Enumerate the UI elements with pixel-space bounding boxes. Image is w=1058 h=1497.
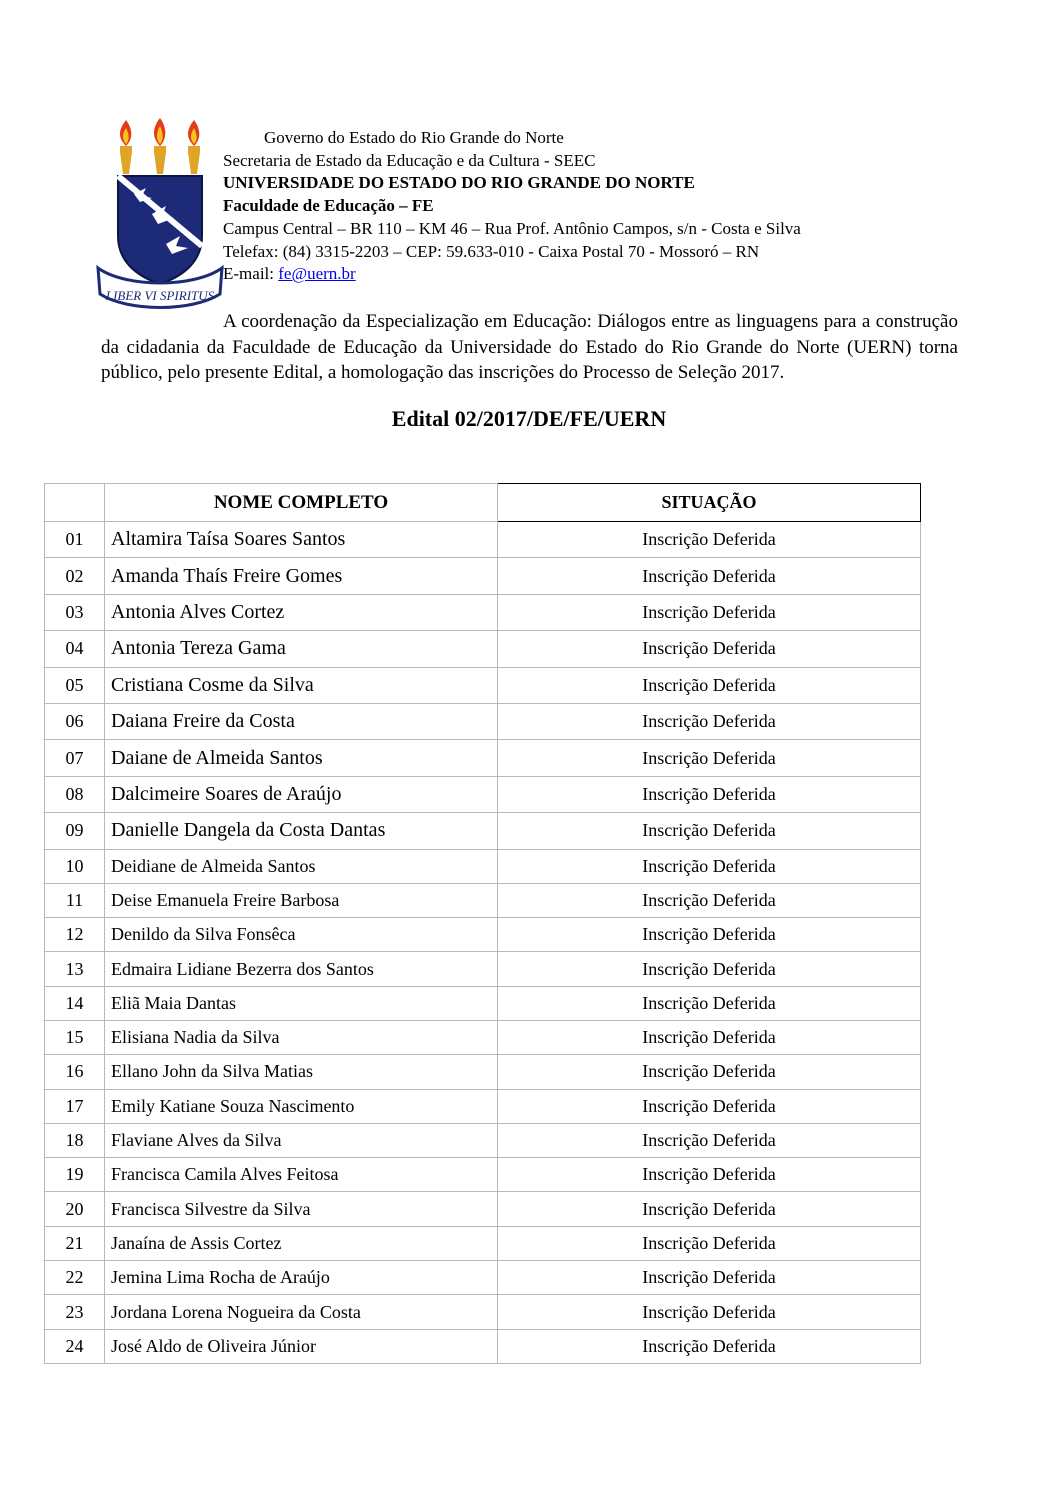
intro-paragraph: A coordenação da Especialização em Educação: Diálogos entre as linguagens para a construção da cidadania da Faculdade de Educação da Universidade do Estado do Rio Grande do Norte (UERN) torna público, pelo presente Edital, a homologação das inscrições do Processo de Seleção 2017. [101, 311, 958, 383]
table-row [45, 849, 921, 883]
torch-icon [120, 120, 132, 174]
row-number: 05 [45, 667, 105, 703]
row-status: Inscrição Deferida [498, 1295, 921, 1329]
row-name: Antonia Tereza Gama [105, 631, 498, 667]
row-name: Jordana Lorena Nogueira da Costa [105, 1295, 498, 1329]
row-status: Inscrição Deferida [498, 813, 921, 849]
table-row [45, 776, 921, 812]
row-number: 07 [45, 740, 105, 776]
row-name: Dalcimeire Soares de Araújo [105, 776, 498, 812]
row-number: 24 [45, 1329, 105, 1363]
row-number: 17 [45, 1089, 105, 1123]
table-row [45, 740, 921, 776]
header-status: SITUAÇÃO [498, 484, 921, 522]
row-name: Cristiana Cosme da Silva [105, 667, 498, 703]
row-name: Deise Emanuela Freire Barbosa [105, 883, 498, 917]
row-number: 22 [45, 1261, 105, 1295]
row-number: 20 [45, 1192, 105, 1226]
enrollment-table [44, 483, 921, 1364]
row-name: José Aldo de Oliveira Júnior [105, 1329, 498, 1363]
table-row [45, 1226, 921, 1260]
row-status: Inscrição Deferida [498, 986, 921, 1020]
row-status: Inscrição Deferida [498, 1261, 921, 1295]
table-row [45, 952, 921, 986]
row-number: 14 [45, 986, 105, 1020]
row-status: Inscrição Deferida [498, 740, 921, 776]
row-status: Inscrição Deferida [498, 1123, 921, 1157]
shield-icon [118, 176, 202, 284]
row-name: Deidiane de Almeida Santos [105, 849, 498, 883]
row-number: 19 [45, 1158, 105, 1192]
row-name: Jemina Lima Rocha de Araújo [105, 1261, 498, 1295]
row-name: Elisiana Nadia da Silva [105, 1021, 498, 1055]
row-status: Inscrição Deferida [498, 1021, 921, 1055]
row-status: Inscrição Deferida [498, 776, 921, 812]
table-row [45, 918, 921, 952]
table-row [45, 1089, 921, 1123]
row-number: 21 [45, 1226, 105, 1260]
row-number: 18 [45, 1123, 105, 1157]
row-name: Edmaira Lidiane Bezerra dos Santos [105, 952, 498, 986]
table-row [45, 1329, 921, 1363]
row-status: Inscrição Deferida [498, 1192, 921, 1226]
motto-text: LIBER VI SPIRITUS [105, 288, 215, 303]
table-row [45, 1123, 921, 1157]
header-email-line [223, 263, 801, 286]
university-emblem-logo [96, 116, 224, 316]
row-number: 03 [45, 594, 105, 630]
header-university: UNIVERSIDADE DO ESTADO DO RIO GRANDE DO NORTE [223, 173, 695, 193]
row-number: 11 [45, 883, 105, 917]
row-name: Flaviane Alves da Silva [105, 1123, 498, 1157]
table-row [45, 1055, 921, 1089]
row-name: Francisca Silvestre da Silva [105, 1192, 498, 1226]
torch-icon [188, 120, 200, 174]
table-row [45, 1158, 921, 1192]
row-status: Inscrição Deferida [498, 1055, 921, 1089]
row-name: Altamira Taísa Soares Santos [105, 522, 498, 558]
row-name: Francisca Camila Alves Feitosa [105, 1158, 498, 1192]
table-row [45, 1021, 921, 1055]
row-status: Inscrição Deferida [498, 849, 921, 883]
row-name: Daiane de Almeida Santos [105, 740, 498, 776]
header-number [45, 484, 105, 522]
row-name: Denildo da Silva Fonsêca [105, 918, 498, 952]
row-number: 23 [45, 1295, 105, 1329]
row-status: Inscrição Deferida [498, 883, 921, 917]
row-status: Inscrição Deferida [498, 558, 921, 594]
row-status: Inscrição Deferida [498, 1089, 921, 1123]
header-faculty: Faculdade de Educação – FE [223, 196, 434, 216]
table-row [45, 558, 921, 594]
row-status: Inscrição Deferida [498, 1158, 921, 1192]
row-name: Danielle Dangela da Costa Dantas [105, 813, 498, 849]
row-number: 12 [45, 918, 105, 952]
row-status: Inscrição Deferida [498, 918, 921, 952]
row-status: Inscrição Deferida [498, 703, 921, 739]
row-number: 04 [45, 631, 105, 667]
row-status: Inscrição Deferida [498, 594, 921, 630]
row-name: Daiana Freire da Costa [105, 703, 498, 739]
table-header-row [45, 484, 921, 522]
row-number: 01 [45, 522, 105, 558]
edital-title: Edital 02/2017/DE/FE/UERN [391, 406, 667, 431]
row-number: 06 [45, 703, 105, 739]
row-name: Eliã Maia Dantas [105, 986, 498, 1020]
row-name: Antonia Alves Cortez [105, 594, 498, 630]
row-status: Inscrição Deferida [498, 631, 921, 667]
row-number: 16 [45, 1055, 105, 1089]
table-row [45, 1261, 921, 1295]
row-name: Ellano John da Silva Matias [105, 1055, 498, 1089]
header-phone: Telefax: (84) 3315-2203 – CEP: 59.633-010 - Caixa Postal 70 - Mossoró – RN [223, 241, 760, 261]
table-row [45, 1295, 921, 1329]
table-row [45, 522, 921, 558]
header-secretariat: Secretaria de Estado da Educação e da Cultura - SEEC [223, 150, 596, 170]
table-row [45, 667, 921, 703]
row-name: Janaína de Assis Cortez [105, 1226, 498, 1260]
institution-header [223, 127, 801, 286]
table-row [45, 883, 921, 917]
torch-icon [154, 118, 166, 174]
row-status: Inscrição Deferida [498, 667, 921, 703]
table-row [45, 631, 921, 667]
row-status: Inscrição Deferida [498, 952, 921, 986]
table-row [45, 594, 921, 630]
row-number: 13 [45, 952, 105, 986]
table-row [45, 813, 921, 849]
table-row [45, 703, 921, 739]
row-name: Emily Katiane Souza Nascimento [105, 1089, 498, 1123]
header-address: Campus Central – BR 110 – KM 46 – Rua Prof. Antônio Campos, s/n - Costa e Silva [223, 218, 801, 238]
row-name: Amanda Thaís Freire Gomes [105, 558, 498, 594]
row-status: Inscrição Deferida [498, 1226, 921, 1260]
table-row [45, 986, 921, 1020]
email-label: E-mail: [223, 264, 279, 284]
row-number: 02 [45, 558, 105, 594]
table-row [45, 1192, 921, 1226]
row-number: 15 [45, 1021, 105, 1055]
email-link[interactable]: fe@uern.br [278, 264, 356, 284]
header-government: Governo do Estado do Rio Grande do Norte [264, 128, 564, 147]
row-status: Inscrição Deferida [498, 1329, 921, 1363]
table-body [45, 522, 921, 1364]
row-number: 09 [45, 813, 105, 849]
row-status: Inscrição Deferida [498, 522, 921, 558]
row-number: 08 [45, 776, 105, 812]
row-number: 10 [45, 849, 105, 883]
header-full-name: NOME COMPLETO [105, 484, 498, 522]
